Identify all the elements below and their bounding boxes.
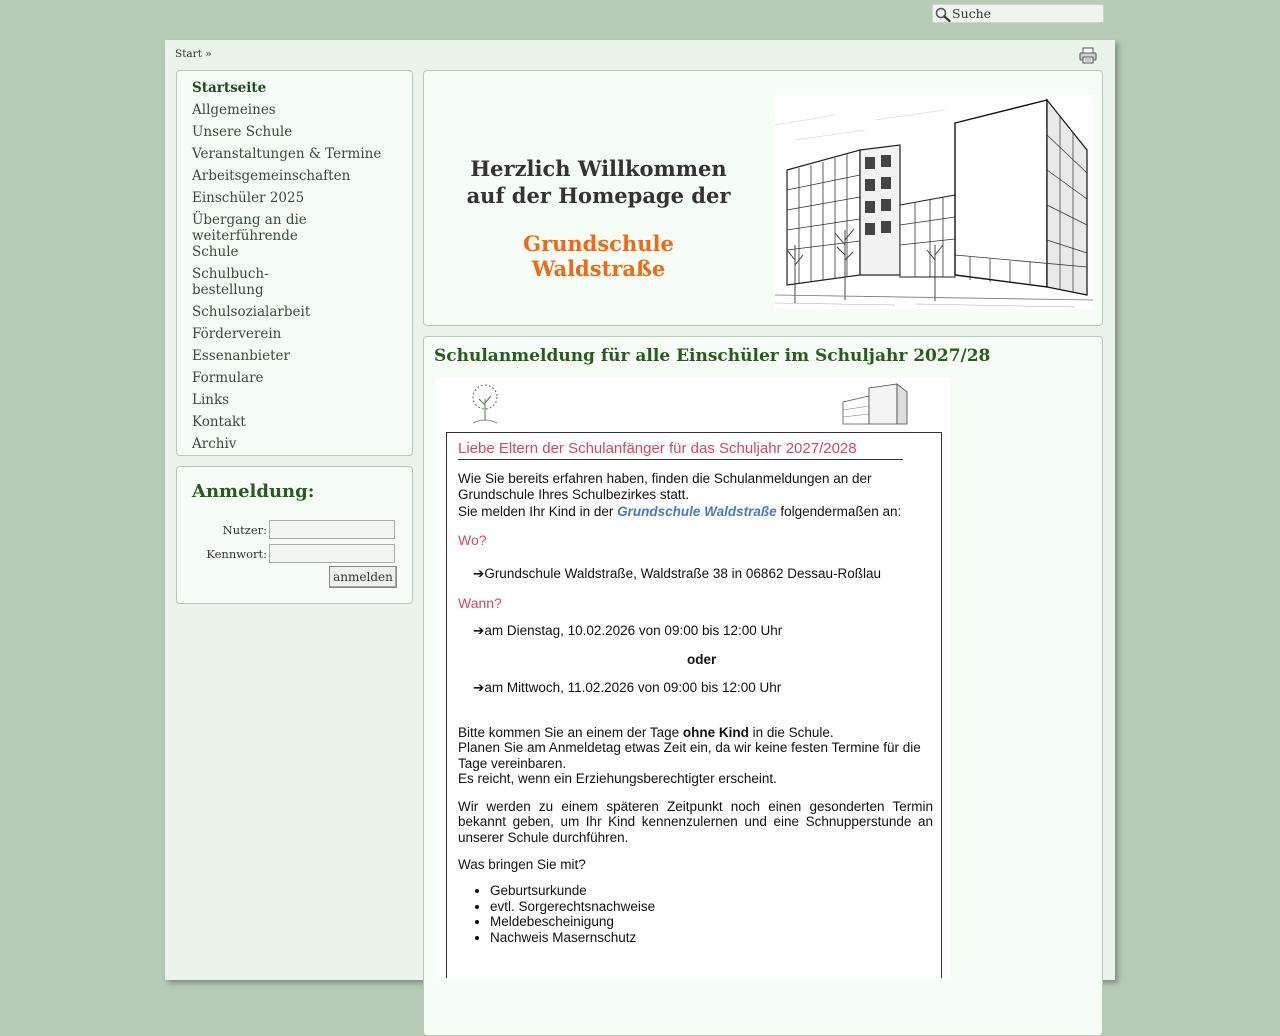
bring-item: • evtl. Sorgerechtsnachweise <box>490 899 655 915</box>
sidebar-item-4[interactable]: Arbeitsgemeinschaften <box>192 168 351 184</box>
search-icon <box>935 7 951 22</box>
sidebar-item-1[interactable]: Allgemeines <box>192 102 276 118</box>
letter-intro-3 <box>458 504 901 520</box>
intro-3-school: Grundschule Waldstraße <box>617 504 777 519</box>
date-2 <box>473 680 781 696</box>
login-button[interactable]: anmelden <box>329 566 397 588</box>
user-label: Nutzer: <box>222 523 267 537</box>
sidebar-item-0[interactable]: Startseite <box>192 80 267 96</box>
page-container <box>165 40 1115 980</box>
nav-list <box>192 80 392 458</box>
building-logo <box>839 382 911 426</box>
sidebar-item-14[interactable]: Archiv <box>192 436 237 452</box>
welcome-text <box>456 155 741 209</box>
school-name: Grundschule Waldstraße <box>523 231 674 281</box>
para-1-line-4: Es reicht, wenn ein Erziehungsberechtigter erscheint. <box>458 771 777 786</box>
letter-intro-2: Grundschule Ihres Schulbezirkes statt. <box>458 487 690 502</box>
login-box <box>176 466 413 604</box>
sidebar-item-8[interactable]: Schulsozialarbeit <box>192 304 311 320</box>
breadcrumb-separator: » <box>205 48 212 60</box>
breadcrumb <box>175 48 212 60</box>
search-input[interactable] <box>952 5 1100 22</box>
intro-3-pre: Sie melden Ihr Kind in der <box>458 504 618 519</box>
bring-item: • Geburtsurkunde <box>490 883 655 899</box>
welcome-line-2: auf der Homepage der <box>466 183 731 208</box>
sidebar-item-12[interactable]: Links <box>192 392 230 408</box>
intro-3-post: folgendermaßen an: <box>776 504 902 519</box>
sidebar-item-9[interactable]: Förderverein <box>192 326 282 342</box>
para-1-line-1 <box>458 725 834 741</box>
where-value <box>473 566 881 582</box>
login-title: Anmeldung: <box>192 481 315 502</box>
date-1 <box>473 623 782 639</box>
printer-icon[interactable] <box>1079 47 1097 64</box>
sidebar-item-3[interactable]: Veranstaltungen & Termine <box>192 146 382 162</box>
para-1-line-3: Tage vereinbaren. <box>458 756 567 771</box>
main-navigation <box>176 70 413 456</box>
para-2-line-1: Wir werden zu einem späteren Zeitpunkt noch einen gesonderten Termin <box>458 799 933 814</box>
sidebar-item-6[interactable]: Übergang an die weiterführende Schule <box>192 212 307 260</box>
article-title: Schulanmeldung für alle Einschüler im Schuljahr 2027/28 <box>434 346 991 366</box>
para-1-line-2: Planen Sie am Anmeldetag etwas Zeit ein, da wir keine festen Termine für die <box>458 740 921 755</box>
bring-list <box>458 883 655 945</box>
para-1-post: in die Schule. <box>748 725 834 740</box>
letter-intro-1: Wie Sie bereits erfahren haben, finden die Schulanmeldungen an der <box>458 471 872 486</box>
sidebar-item-13[interactable]: Kontakt <box>192 414 246 430</box>
where-text: Grundschule Waldstraße, Waldstraße 38 in 06862 Dessau-Roßlau <box>484 566 881 581</box>
registration-letter-image <box>435 378 951 978</box>
sidebar-item-10[interactable]: Essenanbieter <box>192 348 290 364</box>
arrow-icon: ➔ <box>473 680 485 695</box>
tree-logo <box>467 381 503 427</box>
letter-headline: Liebe Eltern der Schulanfänger für das Schuljahr 2027/2028 <box>458 440 903 460</box>
password-input[interactable] <box>269 544 395 563</box>
header-banner <box>423 70 1103 326</box>
para-2-line-2: bekannt geben, um Ihr Kind kennenzulernen und eine Schnupperstunde an <box>458 814 933 829</box>
date-1-text: am Dienstag, 10.02.2026 von 09:00 bis 12:00 Uhr <box>484 623 783 638</box>
date-2-text: am Mittwoch, 11.02.2026 von 09:00 bis 12:00 Uhr <box>484 680 782 695</box>
article-box <box>423 336 1103 1036</box>
when-label: Wann? <box>458 595 502 611</box>
sidebar-item-7[interactable]: Schulbuch- bestellung <box>192 266 269 298</box>
where-label: Wo? <box>458 532 487 548</box>
bring-item: • Nachweis Masernschutz <box>490 930 655 946</box>
para-1-bold: ohne Kind <box>682 725 749 740</box>
para-2-line-3: unserer Schule durchführen. <box>458 830 629 845</box>
search-box[interactable] <box>932 4 1104 23</box>
school-building-sketch <box>775 95 1093 309</box>
user-input[interactable] <box>269 520 395 539</box>
breadcrumb-start-link[interactable]: Start <box>175 48 202 60</box>
arrow-icon: ➔ <box>473 566 485 581</box>
welcome-line-1: Herzlich Willkommen <box>470 156 727 181</box>
bring-label: Was bringen Sie mit? <box>458 857 586 872</box>
password-label: Kennwort: <box>206 547 267 561</box>
arrow-icon: ➔ <box>473 623 485 638</box>
sidebar-item-11[interactable]: Formulare <box>192 370 264 386</box>
sidebar-item-2[interactable]: Unsere Schule <box>192 124 293 140</box>
para-1-pre: Bitte kommen Sie an einem der Tage <box>458 725 683 740</box>
or-text: oder <box>687 652 717 667</box>
bring-item: • Meldebescheinigung <box>490 914 655 930</box>
sidebar-item-5[interactable]: Einschüler 2025 <box>192 190 305 206</box>
